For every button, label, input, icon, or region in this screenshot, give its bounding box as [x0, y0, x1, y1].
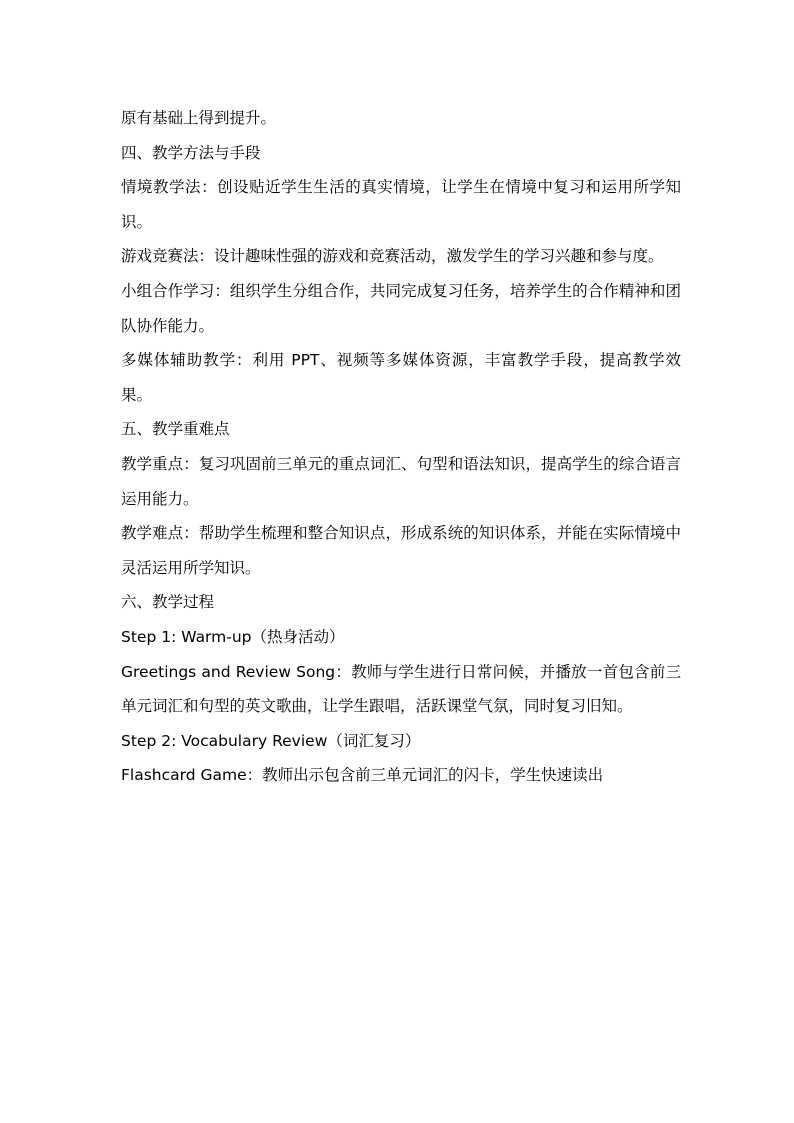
paragraph-continuation: 原有基础上得到提升。 — [121, 109, 277, 127]
document-body — [121, 101, 681, 793]
section-heading-teaching-methods: 四、教学方法与手段 — [121, 143, 261, 162]
step-heading-warm-up: Step 1: Warm-up（热身活动） — [121, 627, 345, 646]
paragraph-situational-teaching: 情境教学法：创设贴近学生生活的真实情境，让学生在情境中复习和运用所学知识。 — [121, 178, 681, 231]
paragraph-group-cooperation: 小组合作学习：组织学生分组合作，共同完成复习任务，培养学生的合作精神和团队协作能力。 — [121, 281, 681, 335]
step-heading-vocabulary-review: Step 2: Vocabulary Review（词汇复习） — [121, 731, 421, 750]
paragraph-greetings-review-song: Greetings and Review Song：教师与学生进行日常问候，并播放一首包含前三单元词汇和句型的英文歌曲，让学生跟唱，活跃课堂气氛，同时复习旧知。 — [121, 662, 681, 716]
paragraph-flashcard-game: Flashcard Game：教师出示包含前三单元词汇的闪卡，学生快速读出 — [121, 766, 604, 785]
paragraph-key-points: 教学重点：复习巩固前三单元的重点词汇、句型和语法知识，提高学生的综合语言运用能力。 — [121, 454, 681, 508]
section-heading-teaching-process: 六、教学过程 — [121, 593, 215, 612]
paragraph-difficult-points: 教学难点：帮助学生梳理和整合知识点，形成系统的知识体系，并能在实际情境中灵活运用所学知识。 — [121, 524, 681, 577]
paragraph-game-competition: 游戏竞赛法：设计趣味性强的游戏和竞赛活动，激发学生的学习兴趣和参与度。 — [121, 247, 664, 266]
section-heading-key-difficult-points: 五、教学重难点 — [121, 420, 230, 439]
paragraph-multimedia-teaching: 多媒体辅助教学：利用 PPT、视频等多媒体资源，丰富教学手段，提高教学效果。 — [121, 351, 681, 404]
